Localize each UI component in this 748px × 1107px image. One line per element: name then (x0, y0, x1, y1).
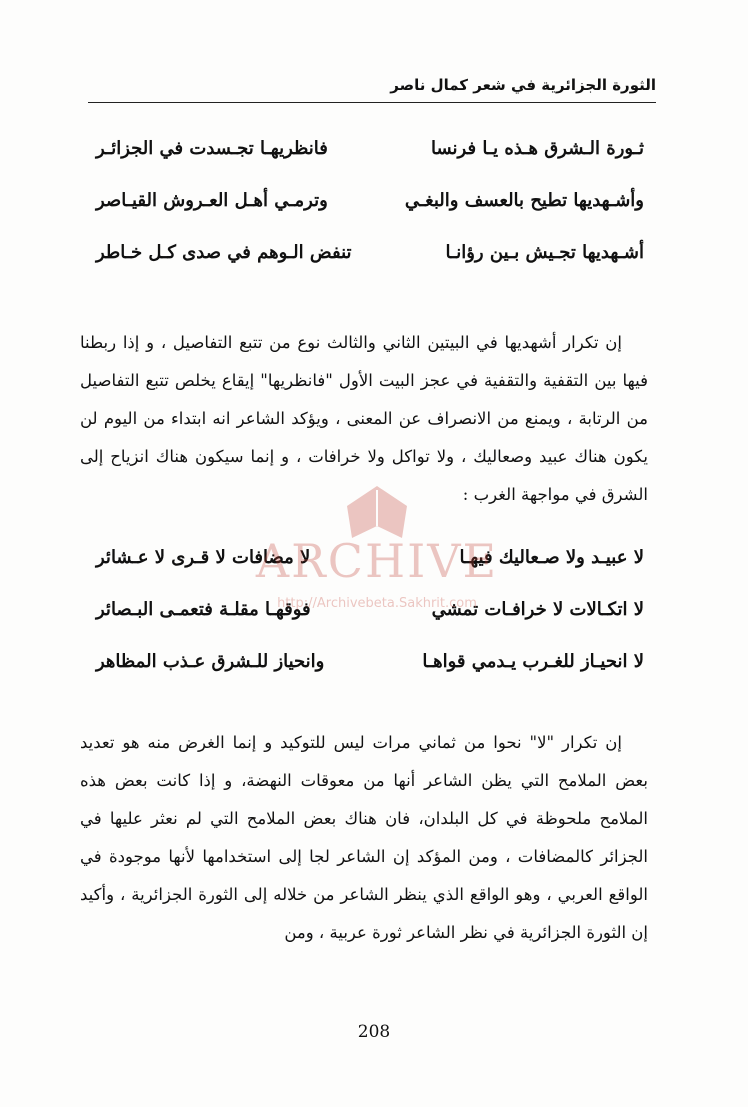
watermark-text: ARCHIVE (255, 534, 499, 588)
verse-second-hemistich: وترمـي أهـل العـروش القيـاصر (96, 190, 328, 211)
poem-stanza-2 (96, 537, 644, 693)
verse-first-hemistich: وأشـهديها تطيح بالعسف والبغـي (404, 190, 644, 211)
verse-first-hemistich: لا اتكـالات لا خرافـات تمشي (431, 599, 644, 620)
verse-first-hemistich: لا انحيـاز للغـرب يـدمي قواهـا (422, 651, 644, 672)
running-header (88, 70, 656, 103)
verse-first-hemistich: ثـورة الـشرق هـذه يـا فرنسا (431, 138, 644, 159)
header-title: الثورة الجزائرية في شعر كمال ناصر (390, 76, 656, 94)
verse-line (96, 537, 644, 589)
watermark-url: http://Archivebeta.Sakhrit.com (277, 596, 477, 611)
verse-second-hemistich: فانظريهـا تجـسدت في الجزائـر (96, 138, 328, 159)
verse-first-hemistich: أشـهديها تجـيش بـين رؤانـا (445, 242, 644, 263)
paragraph-text: إن تكرار أشهديها في البيتين الثاني والثالث نوع من تتبع التفاصيل ، و إذا ربطنا فيها بين التقفية والتقفية في عجز البيت الأول "فانظريها" إيقاع يخلص تتبع التفاصيل من الرتابة ، ويمنع من الانصراف عن المعنى ، ويؤكد الشاعر انه ابتداء من اليوم لن يكون هناك عبيد وصعاليك ، ولا تواكل ولا خرافات ، و إنما سيكون هناك انزياح إلى الشرق في مواجهة الغرب : (80, 333, 649, 504)
verse-second-hemistich: تنفض الـوهم في صدى كـل خـاطر (96, 242, 352, 263)
verse-first-hemistich: لا عبيـد ولا صـعاليك فيهـا (459, 547, 644, 568)
commentary-paragraph-1 (80, 324, 648, 514)
poem-stanza-1 (96, 128, 644, 284)
verse-line (96, 232, 644, 284)
paragraph-text: إن تكرار "لا" نحوا من ثماني مرات ليس للتوكيد و إنما الغرض منه هو تعديد بعض الملامح التي يظن الشاعر أنها من معوقات النهضة، و إذا كانت بعض هذه الملامح ملحوظة في كل البلدان، فان هناك بعض الملامح التي لم نعثر عليها في الجزائر كالمضافات ، ومن المؤكد إن الشاعر لجا إلى استخدامها لأنها موجودة في الواقع العربي ، وهو الواقع الذي ينظر الشاعر من خلاله إلى الثورة الجزائرية ، وأكيد إن الثورة الجزائرية في نظر الشاعر ثورة عربية ، ومن (80, 733, 648, 942)
verse-line (96, 589, 644, 641)
page-number: 208 (357, 1022, 391, 1042)
commentary-paragraph-2 (80, 724, 648, 952)
verse-line (96, 180, 644, 232)
verse-line (96, 641, 644, 693)
verse-second-hemistich: فوقهـا مقلـة فتعمـى البـصائر (96, 599, 311, 620)
verse-second-hemistich: لا مضافات لا قـرى لا عـشائر (96, 547, 311, 568)
verse-line (96, 128, 644, 180)
verse-second-hemistich: وانحياز للـشرق عـذب المظاهر (96, 651, 325, 672)
